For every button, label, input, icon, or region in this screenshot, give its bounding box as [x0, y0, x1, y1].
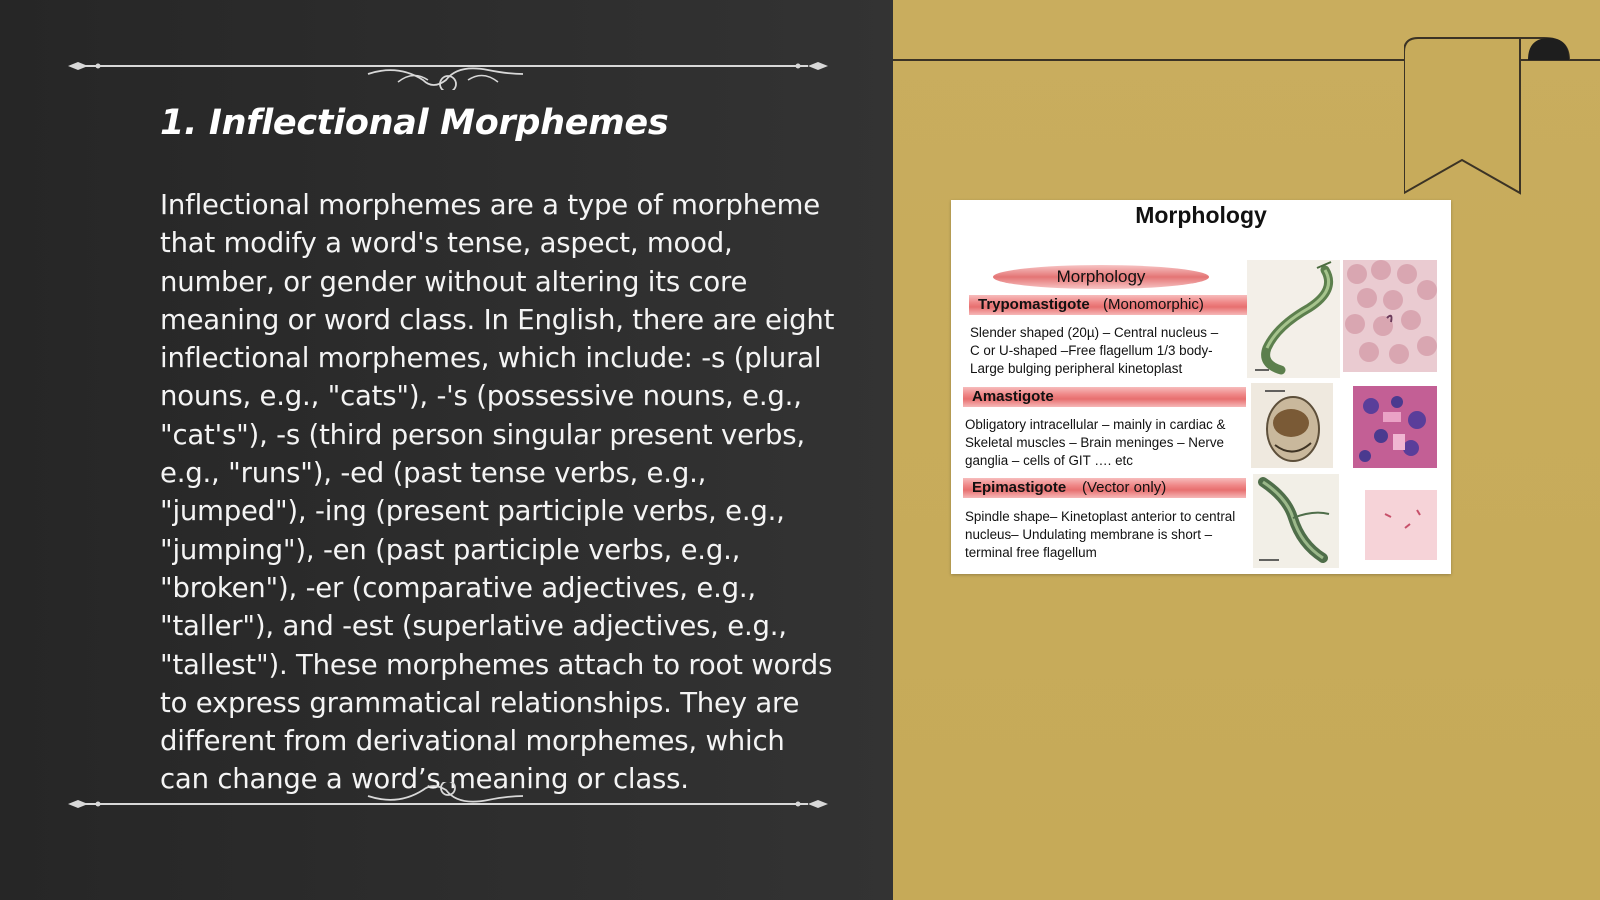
- section-name-epimastigote: Epimastigote: [972, 479, 1067, 496]
- section-name-trypomastigote: Trypomastigote: [978, 296, 1090, 313]
- stained-smear-micrograph: [1365, 490, 1437, 560]
- section-desc-line: ganglia – cells of GIT …. etc: [965, 453, 1133, 468]
- slide-body-text: Inflectional morphemes are a type of morpheme that modify a word's tense, aspect, mood, number, or gender without altering its core meaning or word class. In English, there are eight inflectional morphemes, which include: -s (plural nouns, e.g., "cats"), -'s (possessive nouns, e.g., "cat's"), -s (third person singular present verbs, e.g., "runs"), -ed (past tense verbs, e.g., "jumped"), -ing (present participle verbs, e.g., "jumping"), -en (past participle verbs, e.g., "broken"), -er (comparative adjectives, e.g., "taller"), and -est (superlative adjectives, e.g., "tallest"). These morphemes attach to root words to express grammatical relationships. They are different from derivational morphemes, which can change a word’s meaning or class.: [160, 189, 835, 796]
- tissue-micrograph: [1353, 386, 1437, 468]
- section-name-amastigote: Amastigote: [972, 388, 1054, 405]
- ornament-top-divider: [68, 50, 828, 90]
- morphology-figure: [951, 200, 1451, 574]
- bookmark-ribbon-icon: [1404, 30, 1574, 200]
- blood-smear-micrograph: [1343, 260, 1437, 372]
- slide-title: 1. Inflectional Morphemes: [160, 103, 669, 143]
- figure-badge-label: Morphology: [1056, 267, 1146, 286]
- amastigote-micrograph: [1251, 383, 1333, 468]
- section-subtitle-trypomastigote: (Monomorphic): [1103, 296, 1204, 313]
- section-desc-line: Spindle shape– Kinetoplast anterior to central: [965, 509, 1236, 524]
- section-desc-line: Skeletal muscles – Brain meninges – Nerve: [965, 435, 1225, 450]
- ornament-bottom-divider: [68, 782, 828, 822]
- section-desc-line: Slender shaped (20µ) – Central nucleus –: [970, 325, 1219, 340]
- section-desc-line: Large bulging peripheral kinetoplast: [970, 361, 1183, 376]
- epimastigote-micrograph: [1253, 474, 1339, 568]
- section-desc-line: nucleus– Undulating membrane is short –: [965, 527, 1213, 542]
- figure-title: Morphology: [1135, 202, 1267, 228]
- section-desc-line: Obligatory intracellular – mainly in cardiac &: [965, 417, 1226, 432]
- section-desc-line: C or U-shaped –Free flagellum 1/3 body-: [970, 343, 1213, 358]
- section-subtitle-epimastigote: (Vector only): [1082, 479, 1167, 496]
- section-desc-line: terminal free flagellum: [965, 545, 1097, 560]
- trypomastigote-micrograph: [1247, 260, 1340, 378]
